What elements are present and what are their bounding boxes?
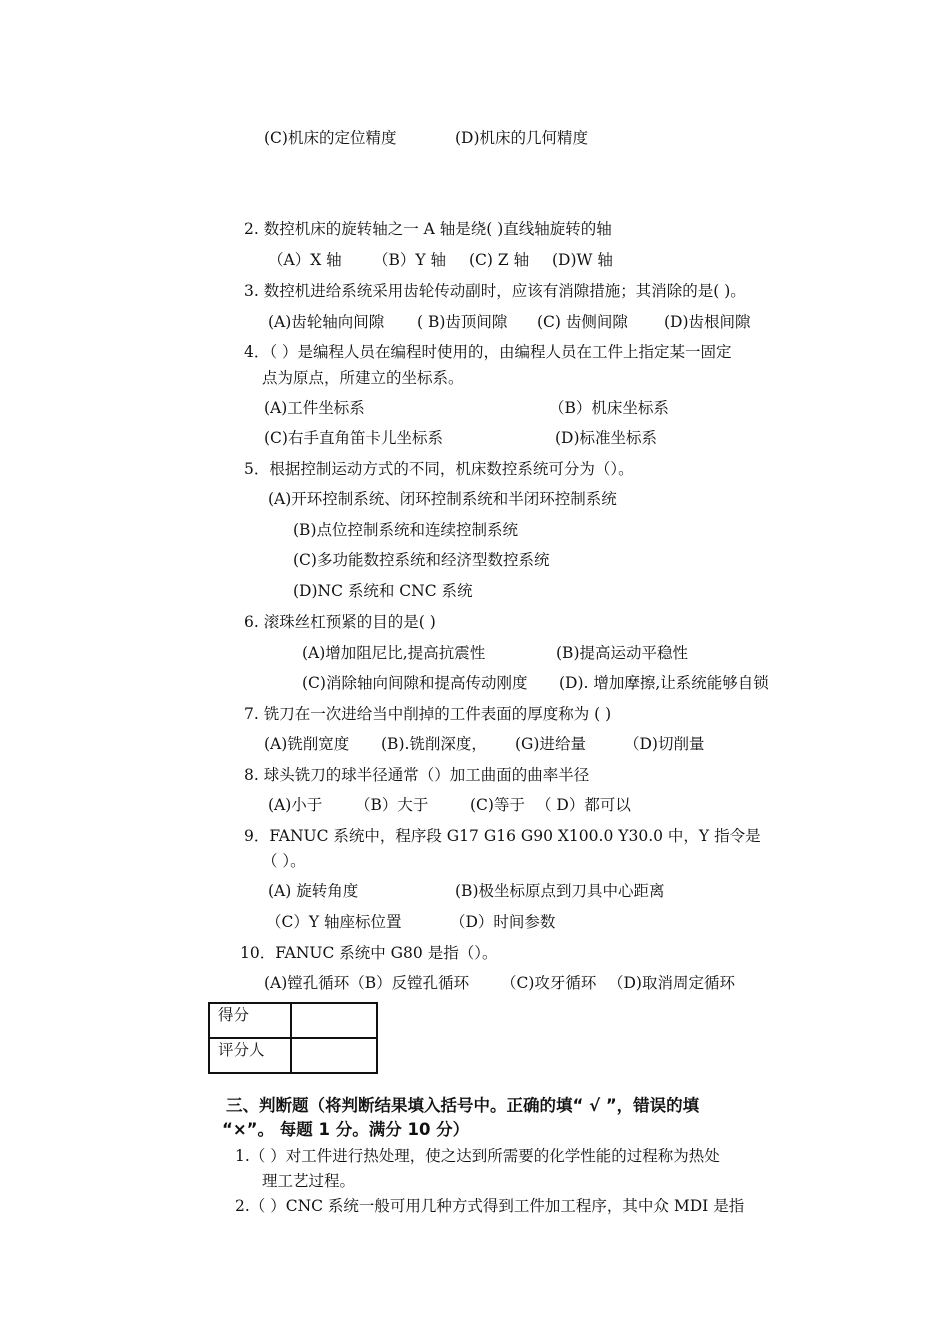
text-line: 4．（ ）是编程人员在编程时使用的，由编程人员在工件上指定某一固定 [244, 343, 732, 361]
text-line: （A）X 轴 [268, 251, 342, 269]
text-line: (A)增加阻尼比,提高抗震性 [302, 644, 486, 662]
text-line: 1.（ ）对工件进行热处理，使之达到所需要的化学性能的过程称为热处 [235, 1147, 720, 1165]
text-line: (C)机床的定位精度 [264, 129, 397, 147]
text-line: (C) 齿侧间隙 [537, 313, 628, 331]
text-line: 8. 球头铣刀的球半径通常（）加工曲面的曲率半径 [244, 766, 590, 784]
text-line: (D)标准坐标系 [555, 429, 658, 447]
text-line: (D)NC 系统和 CNC 系统 [293, 582, 473, 600]
text-line: (B)极坐标原点到刀具中心距离 [455, 882, 665, 900]
text-line: (A)小于 [268, 796, 323, 814]
grader-row [209, 1038, 377, 1073]
score-row [209, 1003, 377, 1038]
text-line: (A)齿轮轴向间隙 [268, 313, 385, 331]
text-line: (C) Z 轴 [469, 251, 530, 269]
score-table [208, 1002, 378, 1074]
text-line: 10．FANUC 系统中 G80 是指（）。 [240, 944, 498, 962]
text-line: 9．FANUC 系统中，程序段 G17 G16 G90 X100.0 Y30.0 中，Y 指令是 [244, 827, 761, 845]
text-line: （D)取消周定循环 [608, 974, 735, 992]
text-line: （C)攻牙循环 [501, 974, 597, 992]
text-line: (B)提高运动平稳性 [556, 644, 688, 662]
text-line: (C)多功能数控系统和经济型数控系统 [293, 551, 550, 569]
text-line: 5．根据控制运动方式的不同，机床数控系统可分为（）。 [244, 460, 634, 478]
text-line: (D)机床的几何精度 [455, 129, 589, 147]
section-3-heading-line-1: 三、判断题（将判断结果填入括号中。正确的填“ √ ”，错误的填 [226, 1096, 700, 1115]
text-line: 2.（ ）CNC 系统一般可用几种方式得到工件加工程序，其中众 MDI 是指 [235, 1197, 745, 1215]
text-line: (A)镗孔循环（B）反镗孔循环 [264, 974, 470, 992]
text-line: (D)齿根间隙 [664, 313, 751, 331]
text-line: 理工艺过程。 [262, 1172, 356, 1190]
text-line: 6. 滚珠丝杠预紧的目的是( ) [244, 613, 436, 631]
score-value-cell [291, 1003, 377, 1038]
text-line: (D)W 轴 [552, 251, 613, 269]
text-line: (A)工件坐标系 [264, 399, 365, 417]
score-label: 得分 [209, 1003, 291, 1038]
text-line: （C）Y 轴座标位置 [266, 913, 402, 931]
grader-label: 评分人 [209, 1038, 291, 1073]
text-line: (A)开环控制系统、闭环控制系统和半闭环控制系统 [268, 490, 617, 508]
text-line: （B）Y 轴 [373, 251, 447, 269]
text-line: 3. 数控机进给系统采用齿轮传动副时，应该有消隙措施；其消除的是( )。 [244, 282, 746, 300]
text-line: (C)等于 [470, 796, 525, 814]
text-line: (G)进给量 [515, 735, 586, 753]
text-line: （B）大于 [355, 796, 429, 814]
text-line: （D）时间参数 [450, 913, 556, 931]
text-line: (C)消除轴向间隙和提高传动刚度 [302, 674, 528, 692]
text-line: 点为原点，所建立的坐标系。 [262, 369, 464, 387]
text-line: （ ）。 [262, 852, 306, 870]
text-line: (B).铣削深度， [381, 735, 487, 753]
text-line: (B)点位控制系统和连续控制系统 [293, 521, 518, 539]
text-line: (A)铣削宽度 [264, 735, 350, 753]
text-line: (A) 旋转角度 [268, 882, 359, 900]
text-line: ( B)齿顶间隙 [417, 313, 508, 331]
text-line: （ D）都可以 [536, 796, 631, 814]
text-line: (D). 增加摩擦,让系统能够自锁 [559, 674, 769, 692]
text-line: (C)右手直角笛卡儿坐标系 [264, 429, 443, 447]
text-line: 7. 铣刀在一次进给当中削掉的工件表面的厚度称为 ( ) [244, 705, 612, 723]
text-line: （D)切削量 [624, 735, 705, 753]
section-3-heading-line-2: “×”。 每题 1 分。满分 10 分） [222, 1120, 470, 1139]
text-line: 2. 数控机床的旋转轴之一 A 轴是绕( )直线轴旋转的轴 [244, 220, 612, 238]
text-line: （B）机床坐标系 [549, 399, 669, 417]
grader-value-cell [291, 1038, 377, 1073]
